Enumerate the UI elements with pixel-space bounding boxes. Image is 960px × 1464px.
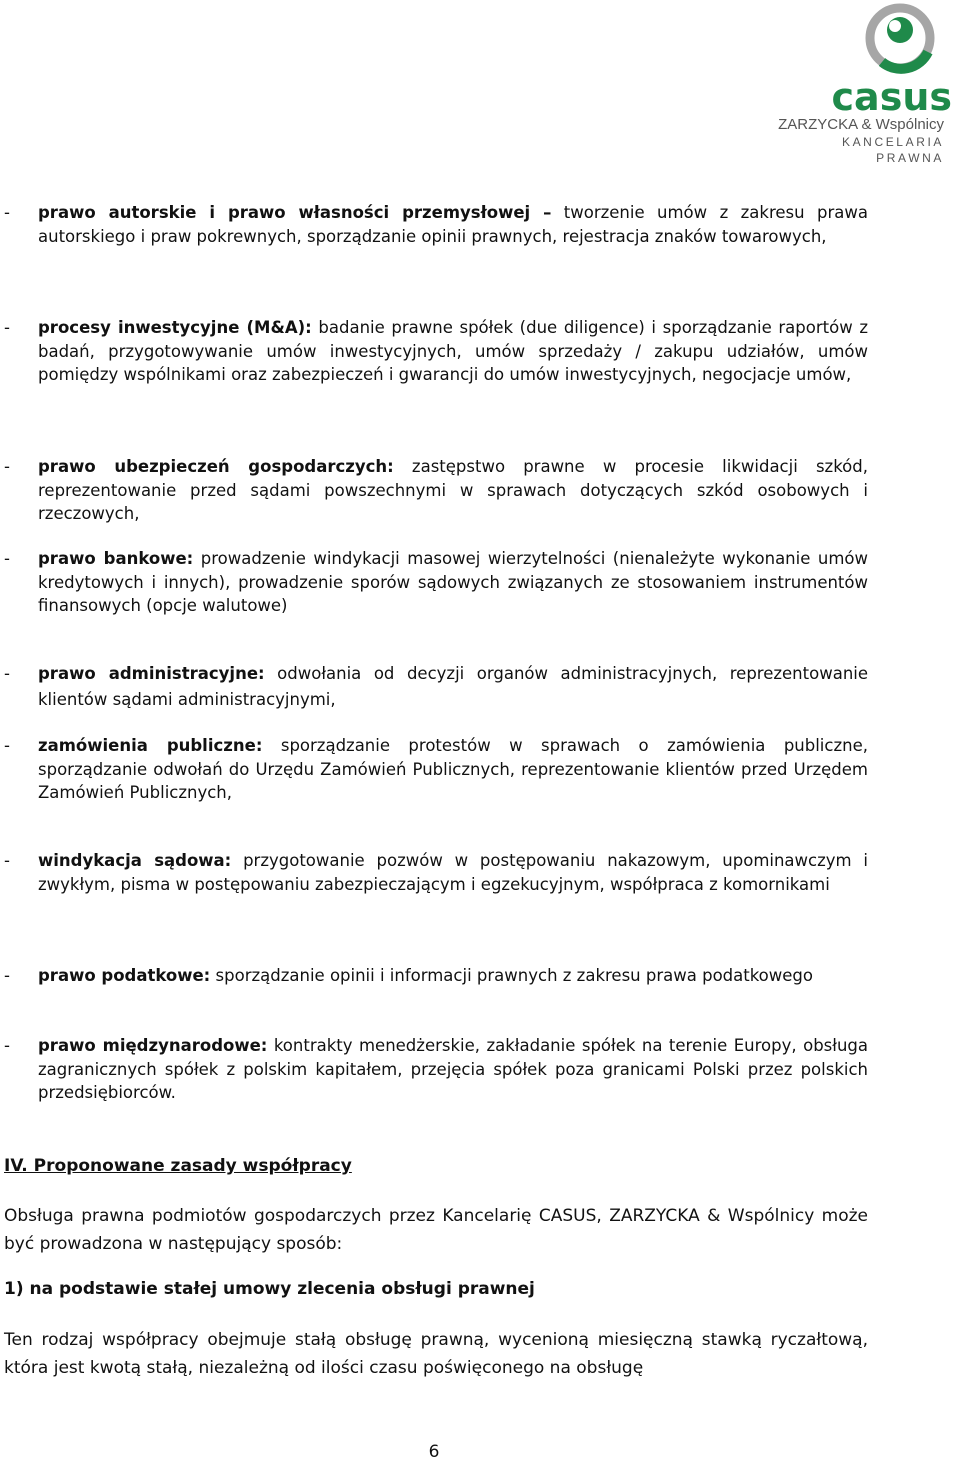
list-item — [4, 849, 868, 896]
logo-brand: casus — [831, 75, 952, 119]
list-item-title: prawo bankowe: — [38, 549, 194, 568]
list-dash: - — [4, 664, 10, 683]
list-item-body: przygotowanie pozwów w postępowaniu nakazowym, upominawczym i zwykłym, pisma w postępowaniu zabezpieczającym i egzekucyjnym, współpraca z komornikami — [38, 851, 868, 894]
casus-logo — [772, 0, 952, 165]
page-number: 6 — [428, 1442, 440, 1462]
logo-subtitle: ZARZYCKA & Wspólnicy — [778, 116, 944, 133]
list-item — [4, 734, 868, 805]
list-item-title: procesy inwestycyjne (M&A): — [38, 318, 312, 337]
list-dash: - — [4, 203, 10, 222]
list-item-text — [38, 734, 868, 805]
list-item — [4, 316, 868, 387]
list-item-body: badanie prawne spółek (due diligence) i sporządzanie raportów z badań, przygotowywanie umów inwestycyjnych, umów sprzedaży / zakupu udziałów, umów pomiędzy wspólnikami oraz zabezpieczeń i gwarancji do umów inwestycyjnych, negocjacje umów, — [38, 318, 868, 384]
list-dash: - — [4, 736, 10, 755]
list-item — [4, 547, 868, 618]
swirl-logo-icon — [772, 0, 952, 80]
list-item-text — [38, 316, 868, 387]
list-item-body: sporządzanie opinii i informacji prawnych z zakresu prawa podatkowego — [210, 966, 813, 985]
list-item-title: prawo autorskie i prawo własności przemysłowej – — [38, 203, 552, 222]
list-dash: - — [4, 318, 10, 337]
list-dash: - — [4, 457, 10, 476]
list-item — [4, 964, 868, 988]
list-dash: - — [4, 851, 10, 870]
list-item-body: odwołania od decyzji organów administracyjnych, reprezentowanie klientów sądami administracyjnymi, — [38, 664, 869, 709]
list-item — [4, 201, 868, 248]
list-item — [4, 1034, 868, 1105]
list-item-text — [38, 547, 868, 618]
list-item-title: zamówienia publiczne: — [38, 736, 263, 755]
list-item — [4, 455, 868, 526]
list-item-title: prawo ubezpieczeń gospodarczych: — [38, 457, 394, 476]
list-dash: - — [4, 1036, 10, 1055]
list-item-title: windykacja sądowa: — [38, 851, 232, 870]
logo-tagline: KANCELARIA PRAWNA — [841, 135, 944, 165]
list-item-title: prawo administracyjne: — [38, 664, 265, 683]
body-paragraph: Ten rodzaj współpracy obejmuje stałą obsługę prawną, wycenioną miesięczną stawką ryczałtową, która jest kwotą stałą, niezależną od ilości czasu poświęconego na obsługę — [4, 1330, 868, 1378]
list-item-text — [38, 201, 868, 248]
section-heading: IV. Proponowane zasady współpracy — [4, 1156, 352, 1176]
list-item-title: prawo podatkowe: — [38, 966, 211, 985]
list-dash: - — [4, 549, 10, 568]
list-dash: - — [4, 966, 10, 985]
list-item-body: tworzenie umów z zakresu prawa autorskiego i praw pokrewnych, sporządzanie opinii prawnych, rejestracja znaków towarowych, — [38, 203, 868, 246]
list-item-body: kontrakty menedżerskie, zakładanie spółek na terenie Europy, obsługa zagranicznych spółek z polskim kapitałem, przejęcia spółek poza granicami Polski przez polskich przedsiębiorców. — [38, 1036, 868, 1102]
list-item-title: prawo międzynarodowe: — [38, 1036, 268, 1055]
list-item — [4, 661, 868, 713]
subheading: 1) na podstawie stałej umowy zlecenia obsługi prawnej — [4, 1279, 535, 1299]
list-item-body: zastępstwo prawne w procesie likwidacji szkód, reprezentowanie przed sądami powszechnymi w sprawach dotyczących szkód osobowych i rzeczowych, — [38, 457, 868, 523]
list-item-text — [38, 964, 868, 988]
list-item-text — [38, 661, 868, 713]
list-item-text — [38, 849, 868, 896]
list-item-body: sporządzanie protestów w sprawach o zamówienia publiczne, sporządzanie odwołań do Urzędu Zamówień Publicznych, reprezentowanie klientów przed Urzędem Zamówień Publicznych, — [38, 736, 868, 802]
list-item-text — [38, 455, 868, 526]
list-item-text — [38, 1034, 868, 1105]
intro-paragraph: Obsługa prawna podmiotów gospodarczych przez Kancelarię CASUS, ZARZYCKA & Wspólnicy może być prowadzona w następujący sposób: — [4, 1206, 868, 1254]
list-item-body: prowadzenie windykacji masowej wierzytelności (nienależyte wykonanie umów kredytowych i innych), prowadzenie sporów sądowych związanych ze stosowaniem instrumentów finansowych (opcje walutowe) — [38, 549, 869, 615]
